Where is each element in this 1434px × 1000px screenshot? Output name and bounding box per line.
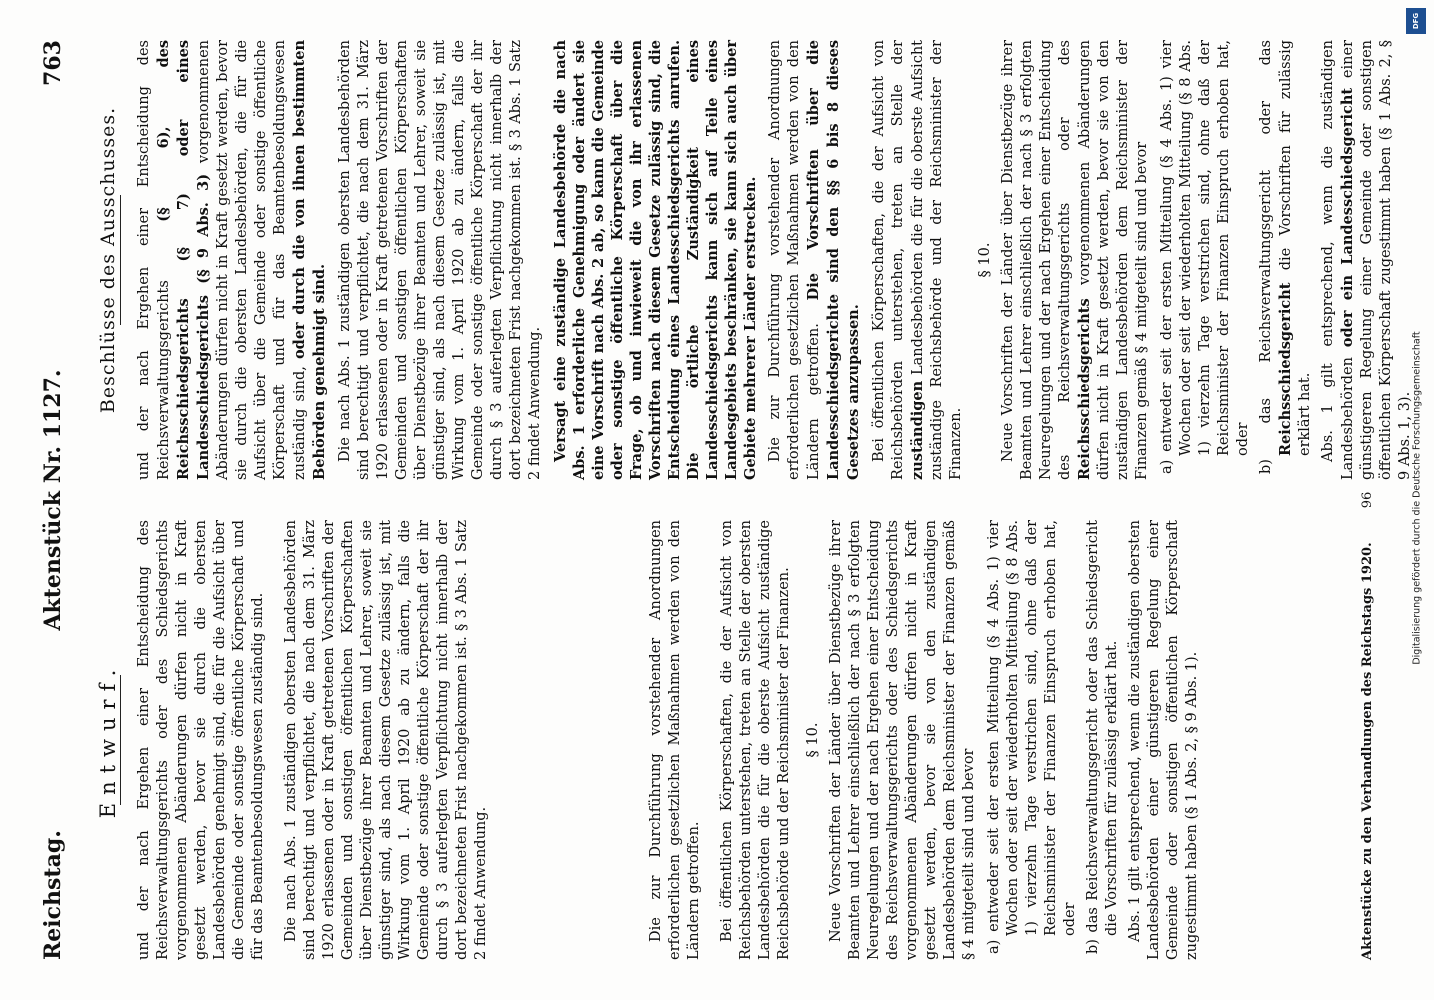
paragraph: Die nach Abs. 1 zuständigen obersten Landesbehörden sind berechtigt und verpflichtet, die nach dem 31. März 1920 erlassenen oder in Kraft getretenen Vorschriften der Gemeinden und sonstigen öffentlichen Körperschaften über Dienstbezüge ihrer Beamten und Lehrer, soweit sie günstiger sind, als nach diesem Gesetze zulässig ist, mit Wirkung vom 1. April 1920 ab zu ändern, falls die Gemeinde oder sonstige öffentliche Körperschaft der ihr durch § 3 auferlegten Verpflichtung nicht innerhalb der dort bezeichneten Frist nachgekommen ist. § 3 Abs. 1 Satz 2 findet Anwendung. — [283, 520, 489, 960]
bold-run: oder durch die von ihnen bestimmten Behörden genehmigt sind. — [291, 40, 328, 480]
text-run: und der nach Ergehen einer Entscheidung des Reichsverwaltungsgerichts — [136, 40, 172, 480]
bold-run: Die Vorschriften über die Landesschiedsgerichte sind den §§ 6 bis 8 dieses Gesetzes anzupassen. — [805, 40, 862, 480]
spacer — [710, 520, 718, 960]
paragraph: Bei öffentlichen Körperschaften, die der Aufsicht von Reichsbehörden unterstehen, treten an Stelle der obersten Landesbehörden die für die oberste Aufsicht zuständige Reichsbehörde und der Reichsminister der Finanzen. — [719, 520, 792, 960]
paragraph — [135, 40, 330, 480]
header-center: Aktenstück Nr. 1127. — [40, 369, 66, 631]
header-left: Reichstag. — [40, 830, 66, 960]
text-run: Die zur Durchführung vorstehender Anordnungen erforderlichen gesetzlichen Maßnahmen werden von den Ländern getroffen. — [767, 40, 822, 480]
bold-run: Reichsschiedsgericht — [1277, 282, 1294, 456]
paragraph: und der nach Ergehen einer Entscheidung des Reichsverwaltungsgerichts oder des Schiedsgerichts vorgenommenen Abänderungen dürfen nicht in Kraft gesetzt werden, bevor sie durch die obersten Landesbehörden genehmigt sind, die für die Aufsicht über die Gemeinde oder sonstige öffentliche Körperschaft und für das Beamtenbesoldungswesen zuständig sind. — [136, 520, 266, 960]
paragraph: Abs. 1 gilt entsprechend, wenn die zuständigen obersten Landesbehörden einer günstigeren Regelung einer Gemeinde oder sonstigen öffentlichen Körperschaft zugestimmt haben (§ 1 Abs. 2, § 9 Abs. 1). — [1127, 520, 1200, 960]
paragraph: Die nach Abs. 1 zuständigen obersten Landesbehörden sind berechtigt und verpflichtet, die nach dem 31. März 1920 erlassenen oder in Kraft getretenen Vorschriften der Gemeinden und sonstigen öffentlichen Körperschaften über Dienstbezüge ihrer Beamten und Lehrer, soweit sie günstiger sind, als nach diesem Gesetze zulässig ist, mit Wirkung vom 1. April 1920 ab zu ändern, falls die Gemeinde oder sonstige öffentliche Körperschaft der ihr durch § 3 auferlegten Verpflichtung nicht innerhalb der dort bezeichneten Frist nachgekommen ist. § 3 Abs. 1 Satz 2 findet Anwendung. — [337, 40, 543, 480]
paragraph — [999, 40, 1152, 480]
title-rule — [120, 195, 121, 325]
digitization-credit — [1406, 8, 1428, 992]
list-item: a) entweder seit der ersten Mitteilung (§ 4 Abs. 1) vier Wochen oder seit der wiederholten Mitteilung (§ 8 Abs. 1) vierzehn Tage verstrichen sind, ohne daß der Reichsminister der Finanzen Einspruch erhoben hat, oder — [1159, 40, 1251, 474]
bold-run: oder ein Landesschiedsgericht — [1339, 87, 1356, 348]
paragraph: Neue Vorschriften der Länder über Dienstbezüge ihrer Beamten und Lehrer einschließlich der nach § 3 erfolgten Neuregelungen und der nach Ergehen einer Entscheidung des Reichsverwaltungsgerichts oder des Schiedsgerichts vorgenommenen Abänderungen dürfen nicht in Kraft gesetzt werden, bevor sie von den zuständigen Landesbehörden dem Reichsminister der Finanzen gemäß § 4 mitgeteilt sind und bevor — [828, 520, 977, 960]
text-run: vorgenommenen Abänderungen dürfen nicht in Kraft gesetzt werden, bevor sie durch die obersten Landesbehörden, die für die Aufsicht über die Gemeinde oder sonstige öffentliche Körperschaft und für das Beamtenbesoldungswesen zuständig sind, — [196, 40, 308, 480]
paragraph: Versagt eine zuständige Landesbehörde die nach Abs. 1 erforderliche Genehmigung oder ändert sie eine Vorschrift nach Abs. 2 ab, so kann die Gemeinde oder sonstige öffentliche Körperschaft über die Frage, ob und inwieweit die von ihr erlassenen Vorschriften nach diesem Gesetze zulässig sind, die Entscheidung eines Landesschiedsgerichts anrufen. Die örtliche Zuständigkeit eines Landesschiedsgerichts kann sich auf Teile eines Landesgebiets beschränken, sie kann sich auch über Gebiete mehrerer Länder erstrecken. — [552, 40, 759, 480]
section-heading: § 10. — [805, 722, 821, 758]
list-item: b) das Reichsverwaltungsgericht oder das Schiedsgericht die Vorschriften für zulässig erklärt hat. — [1085, 520, 1120, 954]
bold-run: zuständigen — [909, 380, 926, 480]
badge-text: DFG — [1412, 12, 1420, 30]
paragraph — [766, 40, 864, 480]
paragraph — [870, 40, 966, 480]
text-run: b) das Reichsverwaltungsgericht oder das — [1258, 40, 1274, 474]
text-run: die Vorschriften für zulässig erklärt hat. — [1278, 40, 1313, 456]
title-rule — [120, 675, 121, 805]
spacer — [274, 520, 282, 960]
dfg-logo-icon — [1406, 8, 1426, 34]
section-heading: § 10. — [977, 242, 993, 278]
list-item — [1257, 40, 1315, 480]
page-number: 763 — [40, 40, 66, 86]
list-item: a) entweder seit der ersten Mitteilung (§ 4 Abs. 1) vier Wochen oder seit der wiederholten Mitteilung (§ 8 Abs. 1) vierzehn Tage verstrichen sind, ohne daß der Reichsminister der Finanzen Einspruch erhoben hat, oder — [986, 520, 1078, 954]
text-run: einer günstigeren Regelung einer Gemeinde oder sonstigen öffentlichen Körperschaft zugestimmt haben (§ 1 Abs. 2, § 9 Abs. 1, 3). — [1340, 39, 1413, 480]
text-run: vorgenommenen Abänderungen dürfen nicht in Kraft gesetzt werden, bevor sie von den zuständigen Landesbehörden dem Reichsminister der Finanzen gemäß § 4 mitgeteilt sind und bevor — [1077, 40, 1150, 480]
footer-page-number: 96 — [1360, 491, 1375, 509]
text-run: Abs. 1 gilt entsprechend, wenn die zuständigen Landesbehörden — [1320, 40, 1356, 480]
left-column — [95, 520, 1208, 960]
left-column-title: Entwurf. — [96, 661, 120, 819]
footer-source: Aktenstücke zu den Verhandlungen des Reichstags 1920. — [1360, 542, 1375, 960]
paragraph: Die zur Durchführung vorstehender Anordnungen erforderlichen gesetzlichen Maßnahmen werden von den Ländern getroffen. — [648, 520, 702, 960]
text-run: Landesbehörden die für die oberste Aufsicht zuständige Reichsbehörde und der Reichsminister der Finanzen. — [910, 40, 964, 480]
running-head — [40, 40, 80, 960]
right-column-title: Beschlüsse des Ausschusses. — [97, 106, 119, 414]
bold-run: (§ 6), des Reichsschiedsgerichts (§ 7) oder eines Landesschiedsgerichts (§ 9 Abs. 3) — [155, 40, 212, 480]
text-run: Bei öffentlichen Körperschaften, die der Aufsicht von Reichsbehörden unterstehen, treten an Stelle der — [871, 40, 906, 480]
credit-text: Digitalisierung gefördert durch die Deutsche Forschungsgemeinschaft — [1411, 331, 1423, 665]
bold-run: Reichsschiedsgerichts — [1076, 298, 1093, 480]
right-column — [95, 40, 1421, 480]
text-run: Neue Vorschriften der Länder über Dienstbezüge ihrer Beamten und Lehrer einschließlich der nach § 3 erfolgten Neuregelungen und der nach Ergehen einer Entscheidung des Reichsverwaltungsgerichts oder des — [1000, 40, 1073, 480]
spacer — [497, 520, 647, 960]
